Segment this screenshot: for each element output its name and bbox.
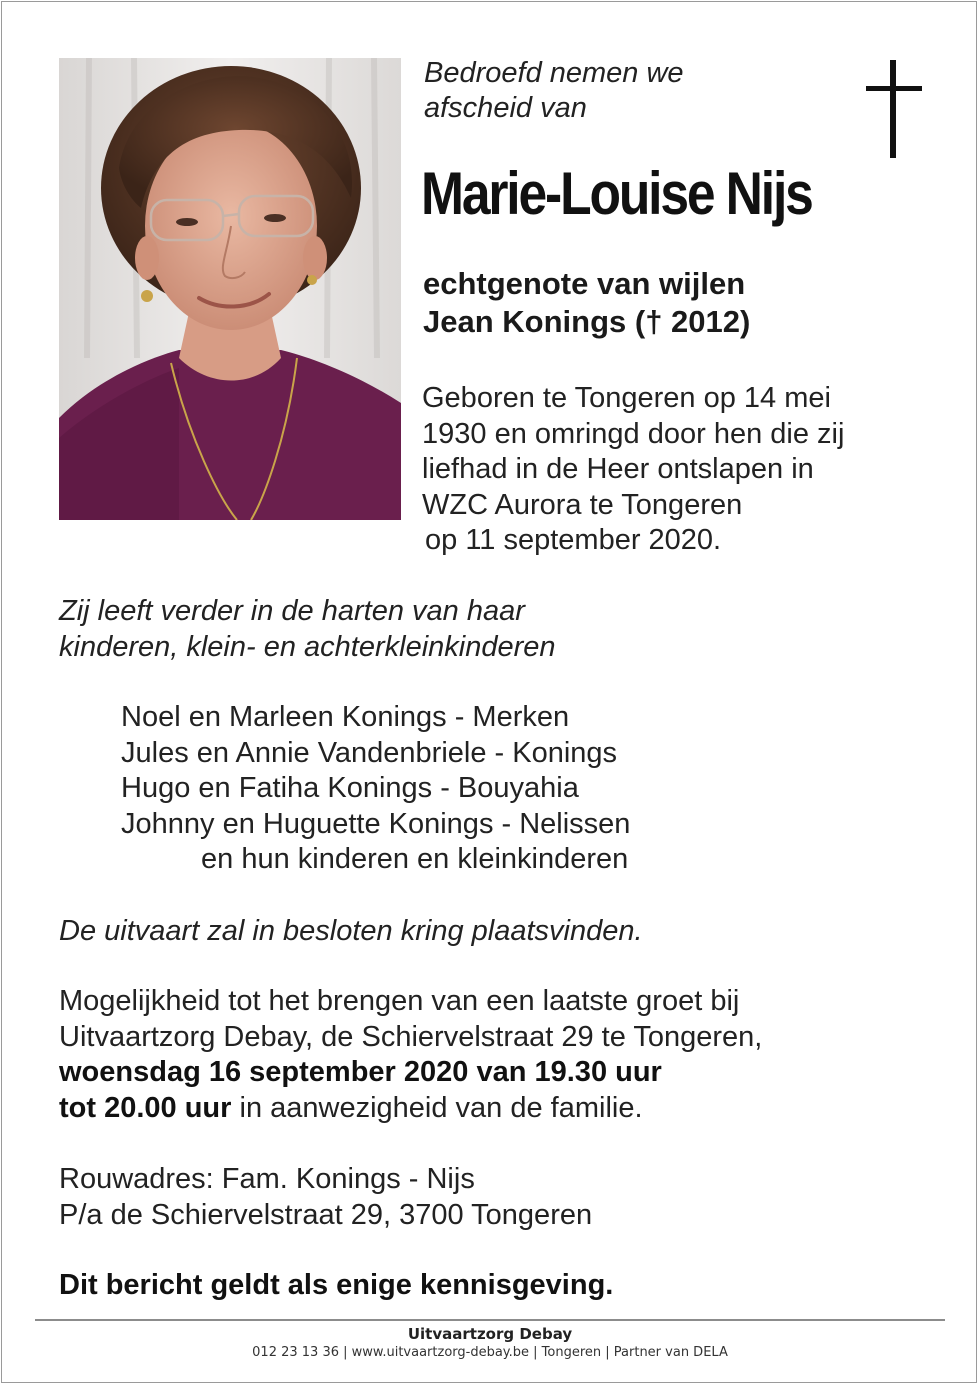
deceased-name: Marie-Louise Nijs — [421, 160, 812, 227]
address-line: Rouwadres: Fam. Konings - Nijs — [59, 1163, 475, 1195]
footer-contact: 012 23 13 36 | www.uitvaartzorg-debay.be | Tongeren | Partner van DELA — [252, 1345, 728, 1360]
family-member: en hun kinderen en kleinkinderen — [201, 843, 629, 875]
visitation-line: in aanwezigheid van de familie. — [231, 1091, 643, 1124]
mourning-address — [59, 1161, 939, 1233]
family-list — [121, 700, 921, 878]
birth-line: Geboren te Tongeren op 14 mei — [422, 382, 831, 414]
intro-line: Bedroefd nemen we — [424, 57, 684, 89]
portrait-photo — [59, 58, 401, 520]
family-member: Noel en Marleen Konings - Merken — [121, 701, 570, 733]
birth-line: op 11 september 2020. — [425, 524, 722, 556]
birth-line: 1930 en omringd door hen die zij — [422, 417, 845, 450]
visitation-line: Mogelijkheid tot het brengen van een laatste groet bij — [59, 985, 740, 1017]
intro-line: afscheid van — [424, 92, 587, 124]
visitation-info — [59, 984, 939, 1126]
visitation-time-end: tot 20.00 uur — [59, 1091, 232, 1124]
birth-line: WZC Aurora te Tongeren — [422, 488, 743, 521]
intro-text — [424, 56, 844, 126]
birth-line: liefhad in de Heer ontslapen in — [422, 453, 814, 485]
spouse-line: echtgenote van wijlen — [423, 266, 746, 301]
legacy-line: kinderen, klein- en achterkleinkinderen — [59, 631, 556, 663]
family-member: Jules en Annie Vandenbriele - Konings — [121, 736, 618, 769]
legacy-text — [59, 593, 919, 665]
address-line: P/a de Schiervelstraat 29, 3700 Tongeren — [59, 1199, 593, 1231]
spouse-info — [423, 265, 943, 341]
birth-death-info — [422, 381, 942, 559]
visitation-line: Uitvaartzorg Debay, de Schiervelstraat 29 te Tongeren, — [59, 1020, 763, 1053]
footer-divider — [35, 1319, 945, 1321]
funeral-note: De uitvaart zal in besloten kring plaatsvinden. — [59, 915, 643, 947]
footer-company: Uitvaartzorg Debay — [407, 1325, 573, 1343]
notice-text: Dit bericht geldt als enige kennisgeving. — [59, 1269, 614, 1301]
legacy-line: Zij leeft verder in de harten van haar — [59, 595, 525, 627]
family-member: Johnny en Huguette Konings - Nelissen — [121, 807, 631, 840]
spouse-line: Jean Konings († 2012) — [423, 304, 751, 339]
visitation-date: woensdag 16 september 2020 van 19.30 uur — [59, 1056, 662, 1088]
cross-icon — [866, 60, 922, 158]
family-member: Hugo en Fatiha Konings - Bouyahia — [121, 772, 579, 804]
